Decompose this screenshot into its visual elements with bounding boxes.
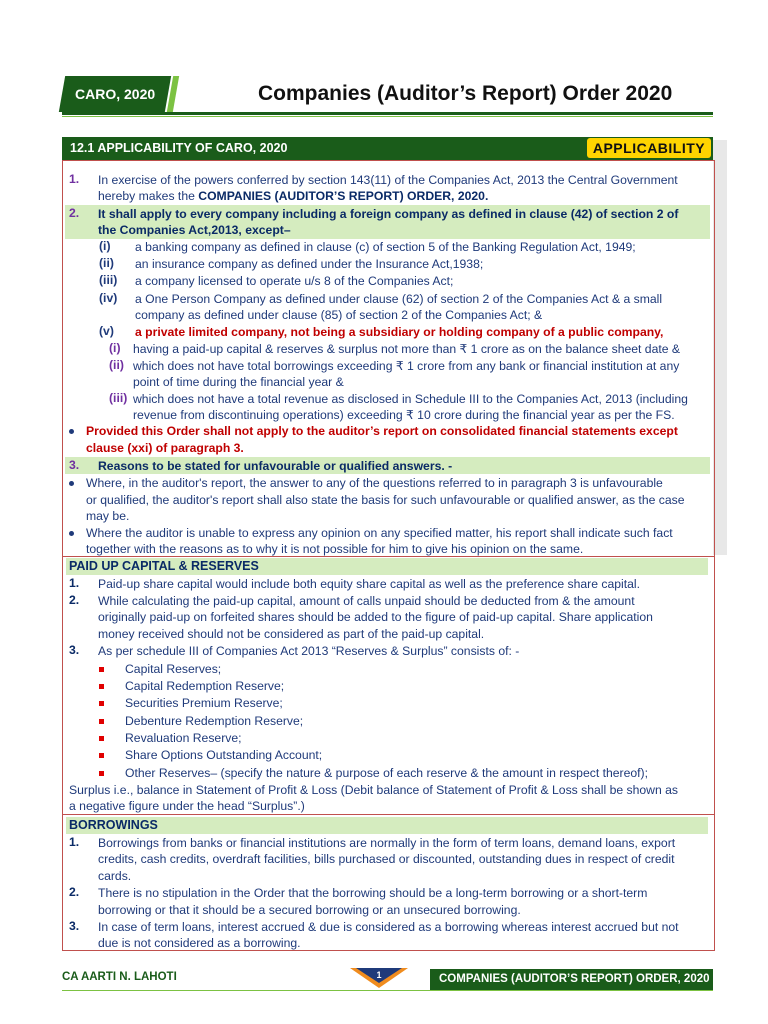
page-title: Companies (Auditor’s Report) Order 2020 (258, 82, 673, 105)
para-text: There is no stipulation in the Order that the borrowing should be a long-term borrowing or a short-term (98, 886, 648, 900)
para-text: While calculating the paid-up capital, amount of calls unpaid should be deducted from & the amount (98, 594, 635, 608)
para-text: As per schedule III of Companies Act 2013 “Reserves & Surplus” consists of: - (98, 644, 520, 658)
header-tab-label: CARO, 2020 (74, 86, 156, 102)
para-text: money received should not be considered as part of the paid-up capital. (98, 627, 485, 641)
section-bar (62, 137, 713, 160)
para-text: credits, cash credits, overdraft facilities, bills purchased or discounted, outstanding dues in respect of credit (98, 852, 675, 866)
para-text: due is not considered as a borrowing. (98, 936, 301, 950)
footer-bar (430, 969, 713, 991)
para-number: 1. (69, 835, 80, 849)
shadow-strip (713, 140, 727, 555)
square-bullet-icon (99, 719, 104, 724)
para-number: 3. (69, 643, 80, 657)
footer-title: COMPANIES (AUDITOR’S REPORT) ORDER, 2020 (439, 973, 710, 985)
reserve-item: Debenture Redemption Reserve; (125, 714, 304, 728)
borrowings-title: BORROWINGS (69, 818, 158, 832)
subclause-text: having a paid-up capital & reserves & surplus not more than ₹ 1 crore as on the balance sheet date & (133, 342, 681, 356)
bullet-icon (69, 531, 74, 536)
reserve-item: Securities Premium Reserve; (125, 696, 283, 710)
para-text (98, 188, 488, 204)
surplus-text: a negative figure under the head “Surplus”.) (69, 799, 305, 813)
clause-num: (v) (99, 324, 114, 338)
paidup-header (66, 558, 708, 575)
borrowings-box (62, 814, 715, 951)
square-bullet-icon (99, 771, 104, 776)
bullet-text: or qualified, the auditor's report shall also state the basis for such unfavourable or qualified answer, as the case (86, 493, 685, 507)
square-bullet-icon (99, 667, 104, 672)
header-rule (62, 112, 713, 115)
clause-text: a banking company as defined in clause (c) of section 5 of the Banking Regulation Act, 1949; (135, 240, 636, 254)
clause-text: company as defined under clause (85) of section 2 of the Companies Act; & (135, 308, 543, 322)
footer-rule (62, 990, 713, 991)
clause-text: a One Person Company as defined under clause (62) of section 2 of the Companies Act & a small (135, 292, 663, 306)
clause-num: (i) (99, 239, 111, 253)
header-rule-light (62, 116, 713, 117)
borrowings-header (66, 817, 708, 834)
reserve-item: Capital Redemption Reserve; (125, 679, 285, 693)
clause-text: a private limited company, not being a subsidiary or holding company of a public company, (135, 325, 664, 339)
clause-num: (iii) (99, 273, 118, 287)
para-number: 3. (69, 919, 80, 933)
bullet-text: may be. (86, 509, 130, 523)
applicability-badge: APPLICABILITY (587, 138, 711, 158)
para-number: 1. (69, 576, 80, 590)
applicability-box (62, 160, 715, 557)
reserve-item: Share Options Outstanding Account; (125, 748, 323, 762)
subclause-text: which does not have a total revenue as disclosed in Schedule III to the Companies Act, 2013 (including (133, 392, 688, 406)
paidup-box (62, 556, 715, 815)
para-number: 2. (69, 885, 80, 899)
bullet-text: Where, in the auditor's report, the answer to any of the questions referred to in paragraph 3 is unfavourable (86, 476, 663, 490)
para-text: It shall apply to every company including a foreign company as defined in clause (42) of section 2 of (98, 207, 679, 221)
subclause-text: which does not have total borrowings exceeding ₹ 1 crore from any bank or financial institution at any (133, 359, 680, 373)
para-number: 1. (69, 172, 80, 186)
subclause-num: (i) (109, 341, 121, 355)
reserve-item: Revaluation Reserve; (125, 731, 242, 745)
para-text: In case of term loans, interest accrued & due is considered as a borrowing whereas interest accrued but not (98, 920, 679, 934)
order-name: COMPANIES (AUDITOR’S REPORT) ORDER, 2020. (198, 189, 489, 203)
paidup-title: PAID UP CAPITAL & RESERVES (69, 559, 259, 573)
subclause-num: (ii) (109, 358, 124, 372)
para-text: Paid-up share capital would include both equity share capital as well as the preference share capital. (98, 577, 640, 591)
square-bullet-icon (99, 701, 104, 706)
subclause-num: (iii) (109, 391, 128, 405)
para-number: 3. (69, 458, 80, 472)
page-number: 1 (376, 970, 382, 980)
clause-text: a company licensed to operate u/s 8 of the Companies Act; (135, 274, 454, 288)
para-text: originally paid-up on forfeited shares should be added to the figure of paid-up capital. Share application (98, 610, 653, 624)
bullet-icon (69, 481, 74, 486)
footer-author: CA AARTI N. LAHOTI (62, 971, 177, 983)
para-text: cards. (98, 869, 132, 883)
page-number-badge (350, 966, 408, 988)
section-title: 12.1 APPLICABILITY OF CARO, 2020 (70, 141, 288, 155)
reserve-item: Other Reserves– (specify the nature & purpose of each reserve & the amount in respect thereof); (125, 766, 648, 780)
bullet-icon (69, 429, 74, 434)
para-text: Borrowings from banks or financial institutions are normally in the form of term loans, demand loans, export (98, 836, 676, 850)
proviso-text: clause (xxi) of paragraph 3. (86, 441, 244, 455)
surplus-text: Surplus i.e., balance in Statement of Profit & Loss (Debit balance of Statement of Profit & Loss shall be shown as (69, 783, 679, 797)
bullet-text: Where the auditor is unable to express any opinion on any specified matter, his report shall indicate such fact (86, 526, 673, 540)
para-text: In exercise of the powers conferred by section 143(11) of the Companies Act, 2013 the Central Government (98, 173, 678, 187)
para-text: borrowing or that it should be a secured borrowing or an unsecured borrowing. (98, 903, 521, 917)
reserve-item: Capital Reserves; (125, 662, 222, 676)
proviso-text: Provided this Order shall not apply to the auditor’s report on consolidated financial statements except (86, 424, 678, 438)
clause-num: (ii) (99, 256, 114, 270)
subclause-text: revenue from discontinuing operations) exceeding ₹ 10 crore during the financial year as per the FS. (133, 408, 675, 422)
para-text: Reasons to be stated for unfavourable or qualified answers. - (98, 459, 453, 473)
clause-text: an insurance company as defined under the Insurance Act,1938; (135, 257, 484, 271)
para-text-part: hereby makes the (98, 189, 199, 203)
para-number: 2. (69, 593, 80, 607)
square-bullet-icon (99, 684, 104, 689)
subclause-text: point of time during the financial year & (133, 375, 344, 389)
header-tab (59, 76, 171, 112)
para-text: the Companies Act,2013, except– (98, 223, 291, 237)
clause-num: (iv) (99, 291, 118, 305)
square-bullet-icon (99, 736, 104, 741)
bullet-text: together with the reasons as to why it is not possible for him to give his opinion on the same. (86, 542, 584, 556)
para-number: 2. (69, 206, 80, 220)
square-bullet-icon (99, 753, 104, 758)
